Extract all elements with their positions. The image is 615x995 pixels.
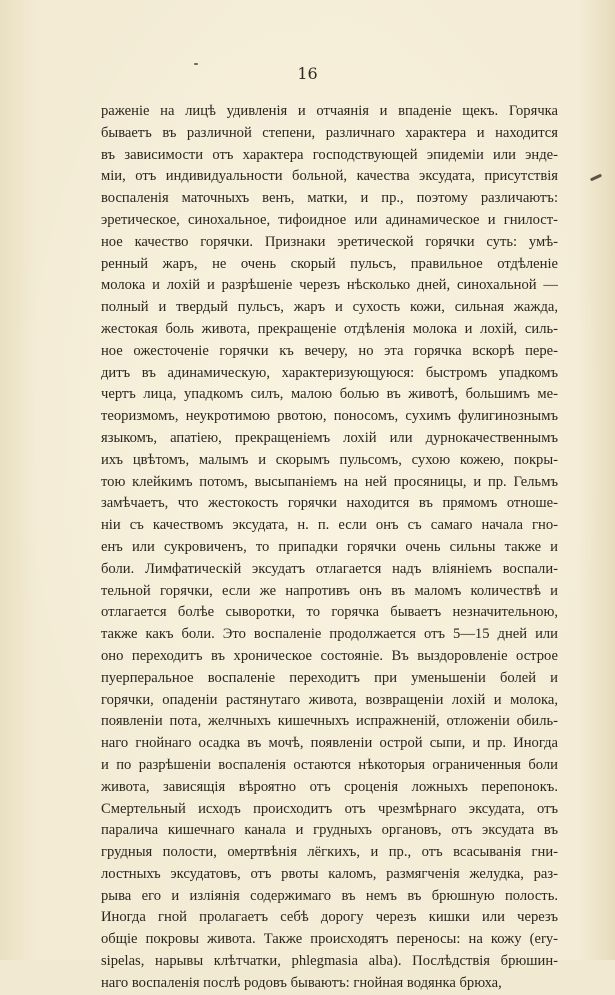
text-line: замѣчаетъ, что жестокость горячки находится въ прямомъ отноше- [101, 495, 558, 512]
text-line: пуерперальное воспаленіе переходитъ при уменьшеніи болей и [101, 669, 558, 686]
text-line: отлагается болѣе сыворотки, то горячка бываетъ незначительною, [101, 604, 558, 621]
text-line: горячки, опаденіи растянутаго живота, возвращеніи лохій и молока, [101, 691, 558, 708]
text-line: тою клейкимъ потомъ, высыпаніемъ на ней просяницы, и пр. Гельмъ [101, 473, 558, 490]
page-number: 16 [297, 64, 318, 83]
text-line: ное ожесточеніе горячки къ вечеру, но эта горячка вскорѣ пере- [101, 342, 558, 359]
text-line: появленіи пота, желчныхъ кишечныхъ испражненій, отложеніи обиль- [101, 713, 558, 730]
text-line: Иногда гной пролагаетъ себѣ дорогу черезъ кишки или черезъ [101, 909, 558, 926]
text-line: раженіе на лицѣ удивленія и отчаянія и впаденіе щекъ. Горячка [101, 103, 558, 119]
text-line: живота, зависящія вѣроятно отъ сроценія ложныхъ перепонокъ. [101, 778, 558, 795]
text-line: жестокая боль живота, прекращеніе отдѣленія молока и лохій, силь- [101, 320, 558, 337]
text-line: рыва его и изліянія содержимаго въ немъ въ брюшную полость. [101, 887, 558, 904]
text-line: оно переходитъ въ хроническое состояніе. Въ выздоровленіе острое [101, 647, 558, 664]
text-line: воспаленія маточныхъ венъ, матки, и пр., поэтому различаютъ: [101, 190, 558, 207]
text-line: бываетъ въ различной степени, различнаго характера и находится [101, 124, 558, 141]
text-line: Смертельный исходъ происходитъ отъ чрезмѣрнаго эксудата, отъ [101, 800, 558, 817]
text-line: ихъ цвѣтомъ, малымъ и скорымъ пульсомъ, сухою кожею, покры- [101, 451, 558, 468]
text-line: боли. Лимфатическій эксудатъ отлагается надъ вліяніемъ воспали- [101, 560, 558, 577]
text-line: въ зависимости отъ характера господствующей эпидеміи или энде- [101, 146, 558, 163]
text-line: паралича кишечнаго канала и грудныхъ органовъ, отъ эксудата въ [101, 822, 558, 839]
text-line: тельной горячки, если же напротивъ онъ въ маломъ количествѣ и [101, 582, 558, 599]
text-line: языкомъ, апатіею, прекращеніемъ лохій или дурнокачественнымъ [101, 429, 558, 446]
text-line: также какъ боли. Это воспаленіе продолжается отъ 5—15 дней или [101, 626, 558, 643]
body-text [101, 101, 558, 995]
text-line: наго воспаленія послѣ родовъ бываютъ: гнойная водянка брюха, [101, 974, 502, 991]
text-line: и по разрѣшеніи воспаленія остаются нѣкоторыя ограниченныя боли [101, 756, 558, 773]
text-line: дитъ въ адинамическую, характеризующуюся: быстромъ упадкомъ [101, 364, 558, 381]
text-line: ное качество горячки. Признаки эретической горячки суть: умѣ- [101, 233, 558, 250]
text-line: теоризмомъ, неукротимою рвотою, поносомъ, сухимъ фулигинознымъ [101, 408, 558, 425]
text-line: sipelas, нарывы клѣтчатки, phlegmasia alba). Послѣдствія брюшин- [101, 953, 558, 970]
text-line: енъ или сукровиченъ, то припадки горячки очень сильны также и [101, 538, 558, 555]
text-line: міи, отъ индивидуальности больной, качества эксудата, присутствія [101, 168, 558, 185]
text-line: ренный жаръ, не очень скорый пульсъ, правильное отдѣленіе [101, 255, 558, 272]
text-line: эретическое, синохальное, тифоидное или адинамическое и гнилост- [101, 211, 558, 228]
text-line: наго гнойнаго осадка въ мочѣ, появленіи острой сыпи, и пр. Иногда [101, 735, 558, 752]
text-line: ніи съ качествомъ эксудата, н. п. если онъ съ самаго начала гно- [101, 517, 558, 534]
text-line: лостныхъ эксудатовъ, отъ рвоты каломъ, размягченія желудка, раз- [101, 865, 558, 882]
margin-ink-mark [590, 174, 602, 182]
text-line: общіе покровы живота. Также происходятъ переносы: на кожу (ery- [101, 931, 558, 948]
text-line: полный и твердый пульсъ, жаръ и сухость кожи, сильная жажда, [101, 299, 558, 316]
text-line: молока и лохій и разрѣшеніе черезъ нѣсколько дней, синохальной — [101, 277, 558, 294]
text-line: грудныя полости, омертвѣнія лёгкихъ, и пр., отъ всасыванія гни- [101, 844, 558, 861]
text-line: чертъ лица, упадкомъ силъ, малою болью въ животѣ, большимъ ме- [101, 386, 558, 403]
